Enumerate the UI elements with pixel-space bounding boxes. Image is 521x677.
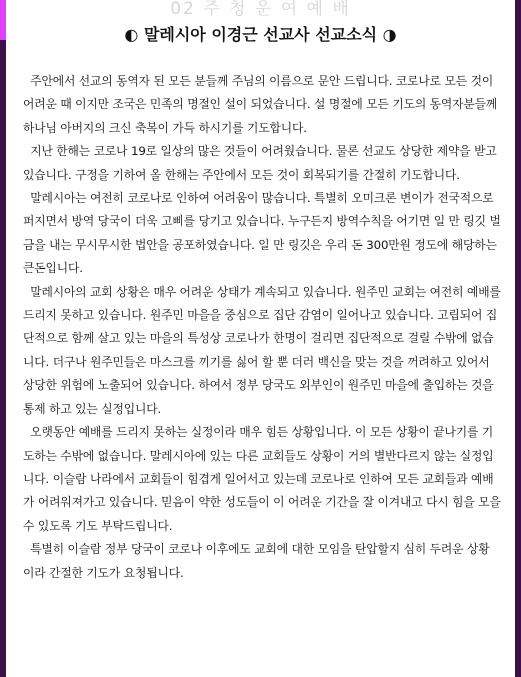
right-border-bar [515,0,521,677]
paragraph-greeting: 주안에서 선교의 동역자 된 모든 분들께 주님의 이름으로 문안 드립니다. 코로나로 모든 것이 어려운 때 이지만 조국은 민족의 명절인 설이 되었습니다. 설 명절에 모든 기도의 동역자분들께 하나님 아버지의 크신 축복이 가득 하시기를 기도합니다. [23,74,501,135]
left-border-bar [0,0,6,677]
faded-header-text: 02 주 청 운 여 예 배 [170,0,351,19]
page-title: ◐ 말레시아 이경근 선교사 선교소식 ◑ [124,25,397,44]
paragraph-church-situation: 말레시아의 교회 상황은 매우 어려운 상태가 계속되고 있습니다. 원주민 교회는 여전히 예배를 드리지 못하고 있습니다. 원주민 마을을 중심으로 집단 감염이 일어나고 있습니다. 고립되어 집단적으로 함께 살고 있는 마을의 특성상 코로나가 한명이 걸리면 집단적으로 걸릴 수밖에 없습니다. 더구나 원주민들은 마스크를 끼기를 싫어 할 뿐 더러 백신을 맞는 것을 꺼려하고 있어서 상당한 위험에 노출되어 있습니다. 하여서 정부 당국도 외부인이 원주민 마을에 출입하는 것을 통제 하고 있는 실정입니다. [23,284,505,416]
paragraph-special-request: 특별히 이슬람 정부 당국이 코로나 이후에도 교회에 대한 모임을 탄압할지 심히 두려운 상황 이라 간절한 기도가 요청됩니다. [23,542,494,580]
paragraph-prayer-request: 오랫동안 예배를 드리지 못하는 실정이라 매우 힘든 상황입니다. 이 모든 상황이 끝나기를 기도하는 수밖에 없습니다. 말레시아에 있는 다른 교회들도 상황이 거의 별반다르지 않는 실정입니다. 이슬람 나라에서 교회들이 힘겹게 일어서고 있는데 코로나로 인하여 모든 교회들과 예배가 어려워져가고 있습니다. 믿음이 약한 성도들이 이 어려운 기간을 잘 이겨내고 다시 힘을 모을 수 있도록 기도 부탁드립니다. [23,425,505,533]
paragraph-malaysia-covid: 말레시아는 여전히 코로나로 인하여 어려움이 많습니다. 특별히 오미크론 변이가 전국적으로 퍼지면서 방역 당국이 더욱 고삐를 당기고 있습니다. 누구든지 방역수칙을 어기면 일 만 링깃 벌금을 내는 무시무시한 법안을 공포하였습니다. 일 만 링깃은 우리 돈 300만원 정도에 해당하는 큰돈입니다. [23,191,501,276]
paragraph-last-year: 지난 한해는 코로나 19로 일상의 많은 것들이 어려웠습니다. 물론 선교도 상당한 제약을 받고 있습니다. 구정을 기하여 올 한해는 주안에서 모든 것이 회복되기를 간절히 기도합니다. [23,144,501,182]
letter-body [23,70,505,585]
